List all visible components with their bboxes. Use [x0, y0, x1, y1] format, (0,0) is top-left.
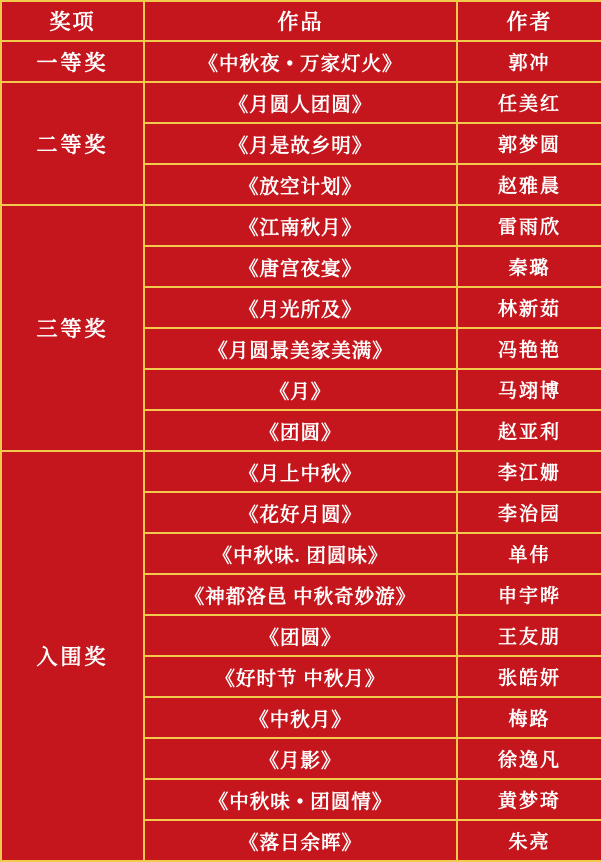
- author-name-cell: 王友朋: [457, 615, 601, 656]
- author-name-cell: 黄梦琦: [457, 779, 601, 820]
- work-title-cell: 《放空计划》: [144, 164, 457, 205]
- work-title-cell: 《中秋味 • 团圆情》: [144, 779, 457, 820]
- award-category-cell: 一等奖: [1, 41, 144, 82]
- table-row: [1, 82, 601, 123]
- award-category-cell: 三等奖: [1, 205, 144, 451]
- author-name-cell: 朱亮: [457, 820, 601, 861]
- work-title-cell: 《好时节 中秋月》: [144, 656, 457, 697]
- author-name-cell: 申宇晔: [457, 574, 601, 615]
- work-title-cell: 《中秋味. 团圆味》: [144, 533, 457, 574]
- work-title-cell: 《月是故乡明》: [144, 123, 457, 164]
- table-header: [1, 1, 601, 41]
- work-title-cell: 《江南秋月》: [144, 205, 457, 246]
- table-row: [1, 205, 601, 246]
- author-name-cell: 梅路: [457, 697, 601, 738]
- author-name-cell: 冯艳艳: [457, 328, 601, 369]
- author-name-cell: 任美红: [457, 82, 601, 123]
- author-name-cell: 徐逸凡: [457, 738, 601, 779]
- author-name-cell: 马翊博: [457, 369, 601, 410]
- work-title-cell: 《落日余晖》: [144, 820, 457, 861]
- author-name-cell: 郭冲: [457, 41, 601, 82]
- work-title-cell: 《中秋夜 • 万家灯火》: [144, 41, 457, 82]
- author-name-cell: 单伟: [457, 533, 601, 574]
- award-category-cell: 二等奖: [1, 82, 144, 205]
- author-name-cell: 李治园: [457, 492, 601, 533]
- column-header-award: 奖项: [1, 1, 144, 41]
- author-name-cell: 赵亚利: [457, 410, 601, 451]
- award-category-cell: 入围奖: [1, 451, 144, 861]
- work-title-cell: 《月圆景美家美满》: [144, 328, 457, 369]
- table-row: [1, 451, 601, 492]
- author-name-cell: 林新茹: [457, 287, 601, 328]
- work-title-cell: 《月上中秋》: [144, 451, 457, 492]
- work-title-cell: 《月圆人团圆》: [144, 82, 457, 123]
- work-title-cell: 《团圆》: [144, 615, 457, 656]
- author-name-cell: 雷雨欣: [457, 205, 601, 246]
- work-title-cell: 《神都洛邑 中秋奇妙游》: [144, 574, 457, 615]
- work-title-cell: 《月影》: [144, 738, 457, 779]
- table-body: [1, 41, 601, 861]
- author-name-cell: 李江姗: [457, 451, 601, 492]
- work-title-cell: 《中秋月》: [144, 697, 457, 738]
- author-name-cell: 秦璐: [457, 246, 601, 287]
- work-title-cell: 《唐宫夜宴》: [144, 246, 457, 287]
- author-name-cell: 赵雅晨: [457, 164, 601, 205]
- work-title-cell: 《月》: [144, 369, 457, 410]
- work-title-cell: 《团圆》: [144, 410, 457, 451]
- column-header-author: 作者: [457, 1, 601, 41]
- column-header-work: 作品: [144, 1, 457, 41]
- table-row: [1, 41, 601, 82]
- work-title-cell: 《月光所及》: [144, 287, 457, 328]
- author-name-cell: 郭梦圆: [457, 123, 601, 164]
- work-title-cell: 《花好月圆》: [144, 492, 457, 533]
- author-name-cell: 张皓妍: [457, 656, 601, 697]
- table-header-row: [1, 1, 601, 41]
